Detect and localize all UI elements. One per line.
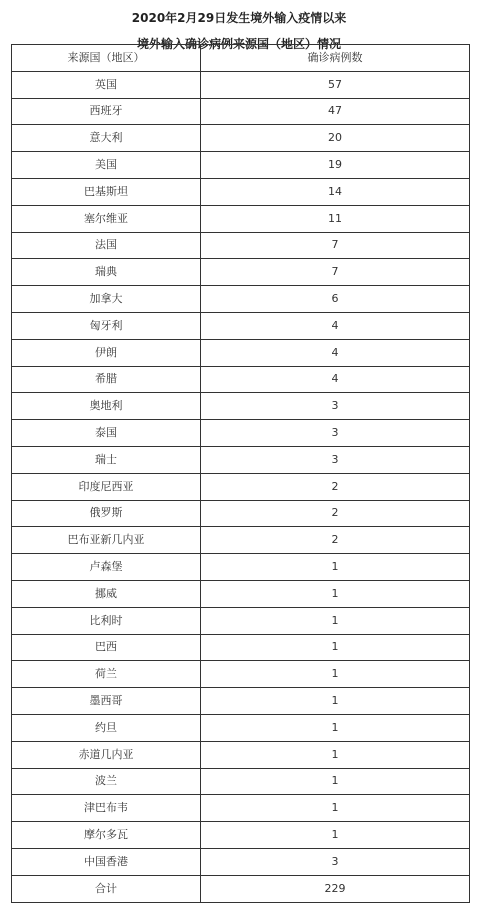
table-row (12, 822, 470, 849)
cell-country: 卢森堡 (12, 554, 201, 581)
cell-country: 加拿大 (12, 286, 201, 313)
table-row (12, 768, 470, 795)
page-title: 2020年2月29日发生境外输入疫情以来 (131, 11, 347, 25)
cell-country: 墨西哥 (12, 688, 201, 715)
cell-count: 1 (201, 607, 470, 634)
cell-country: 印度尼西亚 (12, 473, 201, 500)
cell-count: 4 (201, 312, 470, 339)
cell-count: 1 (201, 688, 470, 715)
table-row (12, 98, 470, 125)
table-header-row (12, 45, 470, 72)
table-row (12, 527, 470, 554)
cell-count: 6 (201, 286, 470, 313)
cell-country: 赤道几内亚 (12, 741, 201, 768)
table-body (12, 71, 470, 875)
table-row (12, 554, 470, 581)
cell-country: 荷兰 (12, 661, 201, 688)
cell-country: 西班牙 (12, 98, 201, 125)
cell-country: 泰国 (12, 420, 201, 447)
cell-country: 波兰 (12, 768, 201, 795)
cell-count: 1 (201, 795, 470, 822)
cell-count: 4 (201, 339, 470, 366)
cell-count: 1 (201, 661, 470, 688)
cell-country: 巴布亚新几内亚 (12, 527, 201, 554)
cell-country: 摩尔多瓦 (12, 822, 201, 849)
cell-country: 瑞士 (12, 446, 201, 473)
cell-country: 匈牙利 (12, 312, 201, 339)
table-row (12, 580, 470, 607)
table-row (12, 259, 470, 286)
table-total-row (12, 875, 470, 902)
table-row (12, 741, 470, 768)
table-row (12, 178, 470, 205)
table-row (12, 125, 470, 152)
cell-country: 津巴布韦 (12, 795, 201, 822)
cell-count: 1 (201, 768, 470, 795)
cell-count: 2 (201, 527, 470, 554)
cell-count: 1 (201, 580, 470, 607)
table-row (12, 848, 470, 875)
cell-country: 英国 (12, 71, 201, 98)
table-row (12, 71, 470, 98)
cell-count: 1 (201, 741, 470, 768)
cell-count: 47 (201, 98, 470, 125)
cell-count: 1 (201, 822, 470, 849)
cell-count: 19 (201, 152, 470, 179)
table-row (12, 366, 470, 393)
cell-country: 巴西 (12, 634, 201, 661)
cell-country: 挪威 (12, 580, 201, 607)
header-country: 来源国（地区） (12, 45, 201, 72)
page-subtitle: 境外输入确诊病例来源国（地区）情况 (136, 37, 341, 51)
cell-count: 20 (201, 125, 470, 152)
table-row (12, 312, 470, 339)
cell-count: 1 (201, 554, 470, 581)
cell-count: 2 (201, 473, 470, 500)
table-row (12, 420, 470, 447)
table-row (12, 286, 470, 313)
cell-country: 比利时 (12, 607, 201, 634)
table-row (12, 795, 470, 822)
cell-country: 中国香港 (12, 848, 201, 875)
cell-count: 3 (201, 848, 470, 875)
cell-count: 11 (201, 205, 470, 232)
cell-count: 57 (201, 71, 470, 98)
cell-country: 法国 (12, 232, 201, 259)
table-row (12, 446, 470, 473)
table-row (12, 688, 470, 715)
table-row (12, 232, 470, 259)
cell-count: 2 (201, 500, 470, 527)
cell-country: 俄罗斯 (12, 500, 201, 527)
cell-country: 塞尔维亚 (12, 205, 201, 232)
cell-country: 美国 (12, 152, 201, 179)
table-row (12, 661, 470, 688)
cell-country: 奥地利 (12, 393, 201, 420)
cell-country: 意大利 (12, 125, 201, 152)
cell-count: 3 (201, 446, 470, 473)
imported-cases-table (11, 44, 470, 903)
cell-count: 1 (201, 714, 470, 741)
cell-count: 14 (201, 178, 470, 205)
cell-count: 3 (201, 393, 470, 420)
total-label: 合计 (12, 875, 201, 902)
cell-country: 伊朗 (12, 339, 201, 366)
header-count: 确诊病例数 (201, 45, 470, 72)
cell-country: 巴基斯坦 (12, 178, 201, 205)
table-row (12, 634, 470, 661)
cell-count: 7 (201, 232, 470, 259)
cell-count: 7 (201, 259, 470, 286)
table-row (12, 152, 470, 179)
table-row (12, 500, 470, 527)
cell-country: 瑞典 (12, 259, 201, 286)
table-row (12, 205, 470, 232)
total-count: 229 (201, 875, 470, 902)
table-row (12, 393, 470, 420)
table-row (12, 339, 470, 366)
cell-country: 希腊 (12, 366, 201, 393)
table-row (12, 473, 470, 500)
table-row (12, 607, 470, 634)
cell-count: 1 (201, 634, 470, 661)
table-row (12, 714, 470, 741)
table-container (11, 44, 469, 903)
cell-count: 4 (201, 366, 470, 393)
cell-country: 约旦 (12, 714, 201, 741)
cell-count: 3 (201, 420, 470, 447)
